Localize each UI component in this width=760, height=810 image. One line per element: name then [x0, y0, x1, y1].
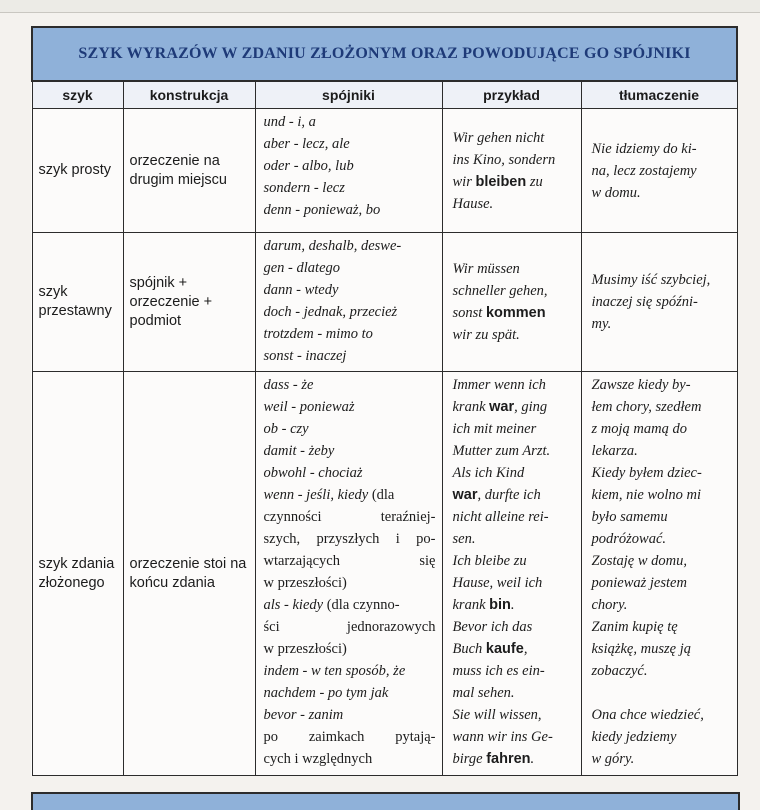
- column-header-szyk: szyk: [32, 81, 123, 109]
- header-row: [32, 81, 737, 109]
- cell-przyklad: [442, 109, 581, 233]
- translation-line: Nie idziemy do ki-: [591, 140, 697, 157]
- table-title: SZYK WYRAZÓW W ZDANIU ZŁOŻONYM ORAZ POWODUJĄCE GO SPÓJNIKI: [32, 27, 737, 81]
- example-line: [453, 171, 575, 193]
- example-text: birge: [452, 751, 487, 767]
- conjunction-line: sondern - lecz: [263, 180, 345, 196]
- column-header-przyklad: przykład: [442, 81, 581, 109]
- example-text: ,: [523, 641, 528, 657]
- column-header-tlumaczenie: tłumaczenie: [581, 81, 737, 109]
- usage-note: po zaimkach pytają-: [263, 729, 436, 745]
- conjunction-line: dann - wtedy: [263, 282, 339, 298]
- translation-line: inaczej się spóźni-: [591, 294, 698, 310]
- example-line: Als ich Kind: [452, 465, 525, 481]
- example-line: wann wir ins Ge-: [452, 729, 553, 745]
- example-text: krank: [452, 597, 490, 613]
- conjunction-line: obwohl - chociaż: [263, 465, 363, 481]
- column-header-konstrukcja: konstrukcja: [123, 81, 255, 109]
- grammar-table-container: [31, 26, 736, 776]
- usage-note: w przeszłości): [263, 641, 347, 657]
- conjunction-line: weil - ponieważ: [263, 399, 355, 415]
- table-row: [32, 372, 737, 776]
- example-line: [453, 638, 575, 660]
- example-text: wir: [452, 173, 476, 190]
- translation-line: kiem, nie wolno mi: [591, 487, 702, 503]
- column-header-spojniki: spójniki: [255, 81, 442, 109]
- translation-line: Zawsze kiedy by-: [591, 377, 691, 393]
- example-text: , durfte ich: [477, 487, 541, 503]
- cell-tlumaczenie: [581, 233, 737, 372]
- translation-line: w góry.: [591, 751, 635, 767]
- conjunction-line: bevor - zanim: [263, 707, 344, 723]
- conjunction-line: trotzdem - mimo to: [263, 326, 373, 342]
- conjunction-line: oder - albo, lub: [263, 158, 354, 174]
- translation-line: chory.: [591, 597, 628, 613]
- example-text: krank: [452, 399, 490, 415]
- example-line: [453, 594, 575, 616]
- usage-note: (dla czynno-: [326, 597, 400, 613]
- example-text: Buch: [452, 641, 486, 657]
- translation-line: kiedy jedziemy: [591, 729, 677, 745]
- translation-line: było samemu: [591, 509, 668, 525]
- cell-tlumaczenie: [581, 372, 737, 776]
- translation-line: Kiedy byłem dziec-: [591, 465, 702, 481]
- page-top-edge: [0, 0, 760, 13]
- conjunction-text: wenn - jeśli, kiedy: [263, 487, 369, 503]
- example-line: muss ich es ein-: [452, 663, 545, 679]
- conjunction-line: und - i, a: [263, 114, 316, 130]
- translation-line: podróżować.: [591, 531, 667, 547]
- translation-line: Zanim kupię tę: [591, 619, 678, 635]
- cell-tlumaczenie: [581, 109, 737, 233]
- translation-line: Ona chce wiedzieć,: [591, 707, 704, 723]
- example-line: ich mit meiner: [452, 421, 537, 437]
- translation-line: zobaczyć.: [591, 663, 648, 679]
- example-line: Mutter zum Arzt.: [452, 443, 551, 459]
- example-line: [453, 748, 575, 770]
- translation-line: ponieważ jestem: [591, 575, 687, 591]
- conjunction-line: darum, deshalb, deswe-: [263, 238, 402, 254]
- example-line: Hause, weil ich: [452, 575, 543, 591]
- cell-przyklad: [442, 233, 581, 372]
- example-line: schneller gehen,: [452, 283, 548, 299]
- translation-line: Zostaję w domu,: [591, 553, 687, 569]
- highlighted-verb: war: [489, 399, 515, 415]
- usage-note: ści jednorazowych: [263, 619, 436, 635]
- conjunction-text: als - kiedy: [263, 597, 324, 613]
- cell-spojniki: [255, 109, 442, 233]
- usage-note: cych i względnych: [263, 751, 373, 767]
- highlighted-verb: fahren: [486, 751, 531, 767]
- example-line: Bevor ich das: [452, 619, 533, 635]
- highlighted-verb: war: [452, 487, 478, 503]
- table-row: [32, 233, 737, 372]
- conjunction-line: [264, 594, 436, 616]
- example-line: [453, 396, 575, 418]
- conjunction-line: nachdem - po tym jak: [263, 685, 389, 701]
- conjunction-line: ob - czy: [263, 421, 309, 437]
- next-section-header-strip: [31, 792, 740, 810]
- conjunction-line: gen - dlatego: [263, 260, 341, 276]
- example-line: [453, 484, 575, 506]
- example-line: wir zu spät.: [452, 327, 520, 343]
- cell-spojniki: [255, 233, 442, 372]
- cell-przyklad: [442, 372, 581, 776]
- translation-line: lekarza.: [591, 443, 638, 459]
- cell-szyk: szyk zdania złożonego: [32, 372, 123, 776]
- conjunction-line: indem - w ten sposób, że: [263, 663, 406, 679]
- highlighted-verb: bleiben: [475, 173, 527, 190]
- translation-line: w domu.: [591, 184, 641, 201]
- usage-note: czynności teraźniej-: [263, 509, 436, 525]
- translation-line: Musimy iść szybciej,: [591, 272, 711, 288]
- example-line: ins Kino, sondern: [452, 151, 556, 168]
- translation-line: książkę, muszę ją: [591, 641, 691, 657]
- table-row: [32, 109, 737, 233]
- conjunction-line: denn - ponieważ, bo: [263, 202, 381, 218]
- conjunction-line: sonst - inaczej: [263, 348, 347, 364]
- highlighted-verb: kaufe: [485, 641, 524, 657]
- usage-note: w przeszłości): [263, 575, 347, 591]
- conjunction-line: damit - żeby: [263, 443, 335, 459]
- example-text: .: [510, 597, 515, 613]
- translation-line: my.: [591, 316, 612, 332]
- conjunction-line: [264, 484, 436, 506]
- example-line: nicht alleine rei-: [452, 509, 549, 525]
- example-line: Ich bleibe zu: [452, 553, 527, 569]
- translation-line: na, lecz zostajemy: [591, 162, 697, 179]
- example-text: zu: [526, 173, 543, 190]
- usage-note: wtarzających się: [263, 553, 436, 569]
- example-line: Hause.: [452, 195, 494, 212]
- conjunction-line: aber - lecz, ale: [263, 136, 350, 152]
- example-text: sonst: [452, 305, 486, 321]
- example-line: Immer wenn ich: [452, 377, 546, 393]
- example-line: Sie will wissen,: [452, 707, 542, 723]
- highlighted-verb: kommen: [485, 305, 546, 321]
- example-line: [453, 302, 575, 324]
- translation-line: łem chory, szedłem: [591, 399, 702, 415]
- cell-konstrukcja: orzeczenie stoi na końcu zdania: [123, 372, 255, 776]
- cell-konstrukcja: orzeczenie na drugim miejscu: [123, 109, 255, 233]
- example-line: Wir gehen nicht: [452, 129, 545, 146]
- conjunction-line: dass - że: [263, 377, 314, 393]
- cell-konstrukcja: spójnik + orzeczenie + podmiot: [123, 233, 255, 372]
- example-line: Wir müssen: [452, 261, 520, 277]
- cell-spojniki: [255, 372, 442, 776]
- cell-szyk: szyk przestawny: [32, 233, 123, 372]
- highlighted-verb: bin: [489, 597, 511, 613]
- example-line: mal sehen.: [452, 685, 515, 701]
- cell-szyk: szyk prosty: [32, 109, 123, 233]
- example-text: .: [530, 751, 535, 767]
- example-line: sen.: [452, 531, 476, 547]
- translation-line: z moją mamą do: [591, 421, 687, 437]
- example-text: , ging: [514, 399, 548, 415]
- usage-note: szych, przyszłych i po-: [263, 531, 436, 547]
- conjunction-line: doch - jednak, przecież: [263, 304, 398, 320]
- word-order-table: [31, 26, 738, 776]
- usage-note: (dla: [371, 487, 395, 503]
